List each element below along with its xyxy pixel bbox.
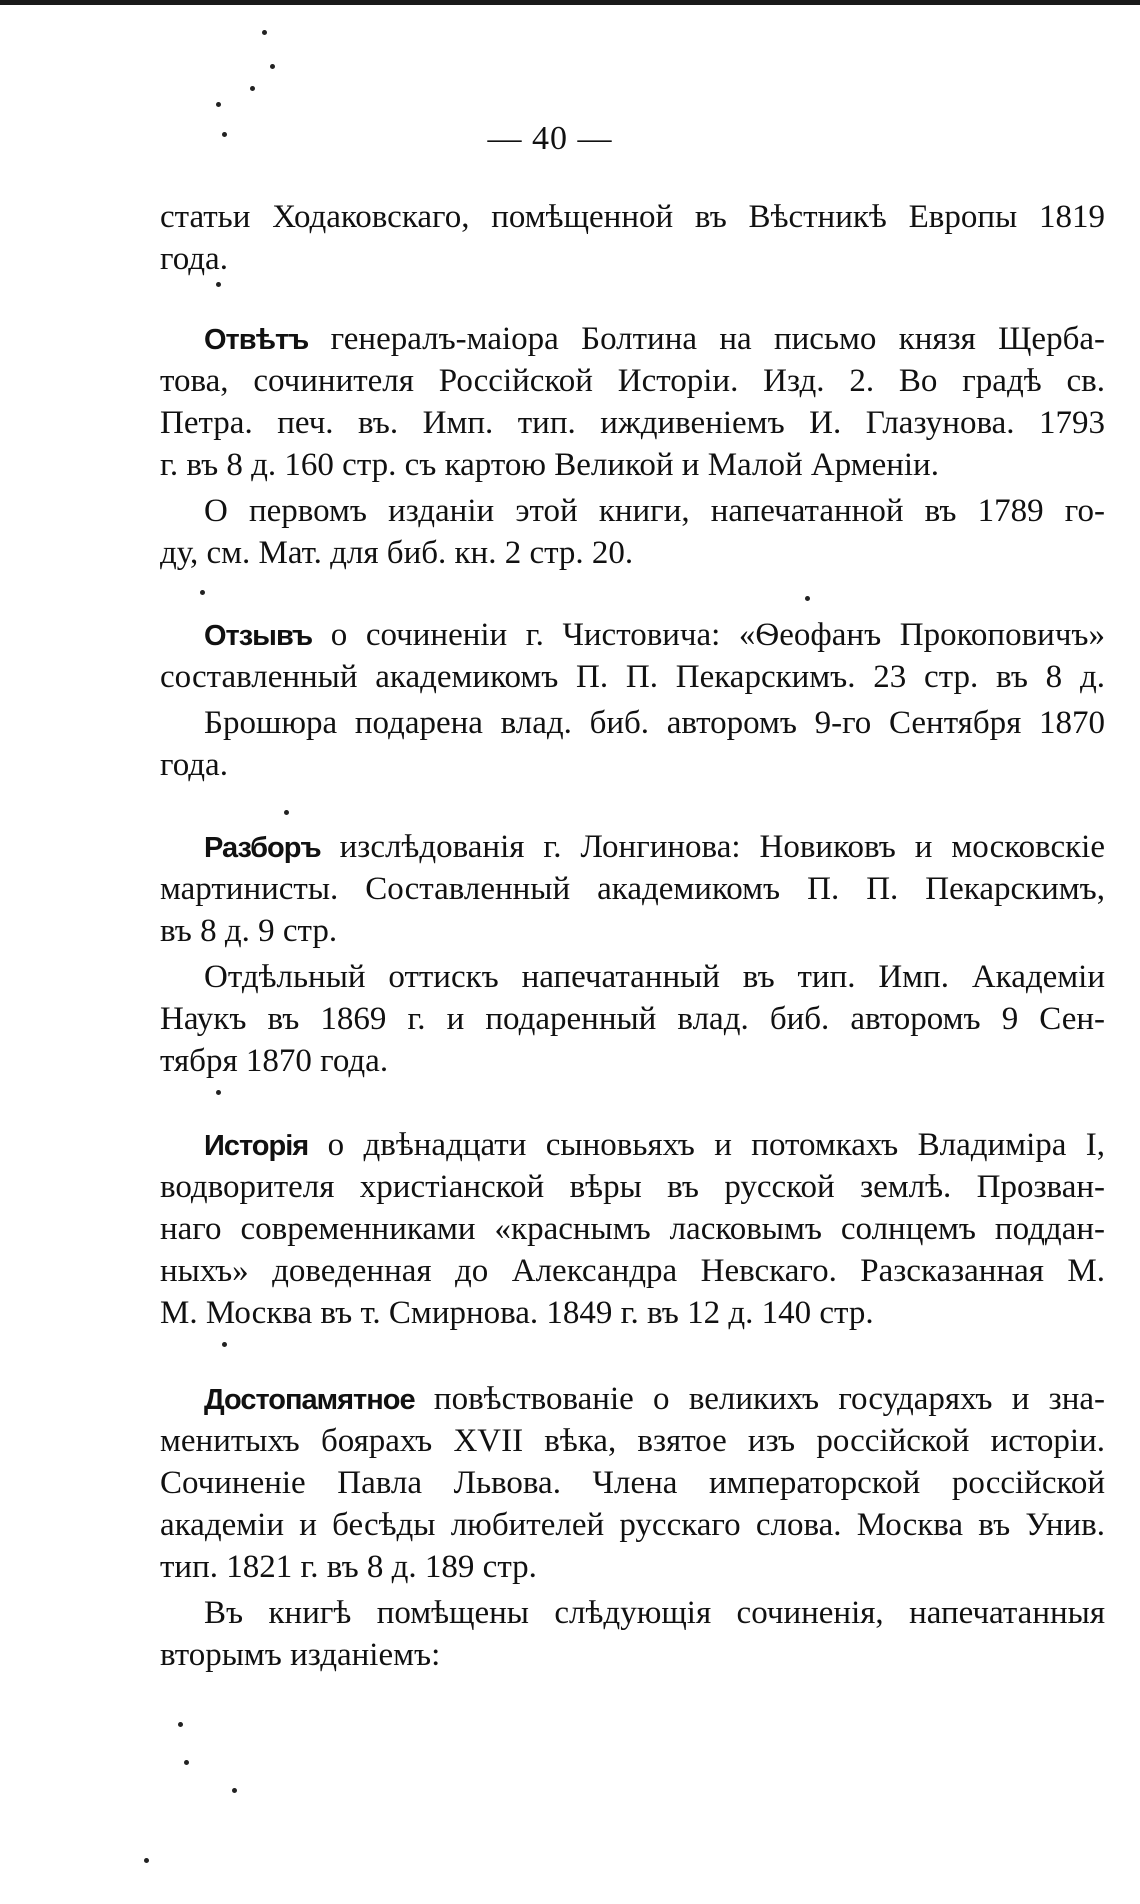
entry-text: тип. 1821 г. въ 8 д. 189 стр. [160, 1549, 537, 1585]
print-speck [184, 1760, 189, 1765]
entry-text: изслѣдованія г. Лонгинова: Новиковъ и московскіе [339, 829, 1105, 865]
print-speck [222, 132, 227, 137]
note-text: Въ книгѣ помѣщены слѣдующія сочиненія, напечатанныя [204, 1595, 1105, 1631]
entry-text: Сочиненіе Павла Львова. Члена императорской россійской [160, 1465, 1105, 1501]
print-speck [232, 1788, 237, 1793]
entry-first-line [160, 1378, 1105, 1420]
entry-text: повѣствованіе о великихъ государяхъ и зна- [433, 1381, 1106, 1417]
entry-text: мартинисты. Составленный академикомъ П. П. Пекарскимъ, [160, 871, 1105, 907]
print-speck [284, 810, 289, 815]
print-speck [178, 1722, 183, 1727]
entry-first-line [160, 614, 1105, 656]
entry-text: водворителя христіанской вѣры въ русской землѣ. Прозван- [160, 1169, 1105, 1205]
page-number: — 40 — [487, 120, 613, 157]
bibliography-entry-otvet [160, 318, 1105, 574]
entry-lead-word: Отвѣтъ [204, 324, 309, 356]
entry-text: М. Москва въ т. Смирнова. 1849 г. въ 12 д. 140 стр. [160, 1295, 874, 1331]
note-text: тября 1870 года. [160, 1043, 389, 1079]
print-speck [250, 86, 255, 91]
print-speck [200, 590, 205, 595]
entry-text: въ 8 д. 9 стр. [160, 913, 338, 949]
print-speck [144, 1858, 149, 1863]
entry-text: о сочиненіи г. Чистовича: «Ѳеофанъ Прокоповичъ» [330, 617, 1105, 653]
entry-text: составленный академикомъ П. П. Пекарскимъ. 23 стр. въ 8 д. [160, 659, 1105, 695]
entry-note [160, 702, 1105, 786]
entry-text: наго современниками «краснымъ ласковымъ солнцемъ поддан- [160, 1211, 1105, 1247]
entry-first-line [160, 826, 1105, 868]
entry-note [160, 490, 1105, 574]
continuation-paragraph [160, 196, 1105, 280]
entry-text: г. въ 8 д. 160 стр. съ картою Великой и Малой Арменіи. [160, 447, 939, 483]
entry-lead-word: Отзывъ [204, 620, 313, 652]
note-text: года. [160, 747, 228, 783]
entry-lead-word: Исторія [204, 1130, 309, 1162]
entry-text: о двѣнадцати сыновьяхъ и потомкахъ Владиміра I, [327, 1127, 1106, 1163]
bibliography-entry-otzyv [160, 614, 1105, 786]
note-text: ду, см. Мат. для биб. кн. 2 стр. 20. [160, 535, 634, 571]
bibliography-entry-razbor [160, 826, 1105, 1082]
note-text: Брошюра подарена влад. биб. авторомъ 9-го Сентября 1870 [204, 705, 1105, 741]
bibliography-entry-istoriya [160, 1124, 1105, 1334]
note-text: О первомъ изданіи этой книги, напечатанной въ 1789 го- [204, 493, 1105, 529]
entry-text: това, сочинителя Россійской Исторіи. Изд. 2. Во градѣ св. [160, 363, 1105, 399]
print-speck [222, 1342, 227, 1347]
entry-text: академіи и бесѣды любителей русскаго слова. Москва въ Унив. [160, 1507, 1105, 1543]
entry-first-line [160, 318, 1105, 360]
entry-text: ныхъ» доведенная до Александра Невскаго. Разсказанная М. [160, 1253, 1105, 1289]
text-line: года. [160, 241, 228, 277]
print-speck [805, 596, 810, 601]
entry-note [160, 1592, 1105, 1676]
print-speck [216, 1090, 221, 1095]
print-speck [216, 282, 221, 287]
print-speck [216, 102, 221, 107]
bibliography-entry-dostopamyatnoe [160, 1378, 1105, 1676]
entry-text: менитыхъ боярахъ XVII вѣка, взятое изъ россійской исторіи. [160, 1423, 1105, 1459]
entry-first-line [160, 1124, 1105, 1166]
print-speck [270, 64, 275, 69]
entry-note [160, 956, 1105, 1082]
entry-lead-word: Разборъ [204, 832, 321, 864]
print-speck [262, 30, 267, 35]
note-text: Отдѣльный оттискъ напечатанный въ тип. Имп. Академіи [204, 959, 1105, 995]
text-line: статьи Ходаковскаго, помѣщенной въ Вѣстникѣ Европы 1819 [160, 199, 1105, 235]
top-border-rule [0, 0, 1140, 5]
entry-text: генералъ-маіора Болтина на письмо князя Щерба- [330, 321, 1105, 357]
note-text: вторымъ изданіемъ: [160, 1637, 441, 1673]
entry-text: Петра. печ. въ. Имп. тип. иждивеніемъ И. Глазунова. 1793 [160, 405, 1105, 441]
entry-lead-word: Достопамятное [204, 1384, 415, 1416]
note-text: Наукъ въ 1869 г. и подаренный влад. биб. авторомъ 9 Сен- [160, 1001, 1105, 1037]
